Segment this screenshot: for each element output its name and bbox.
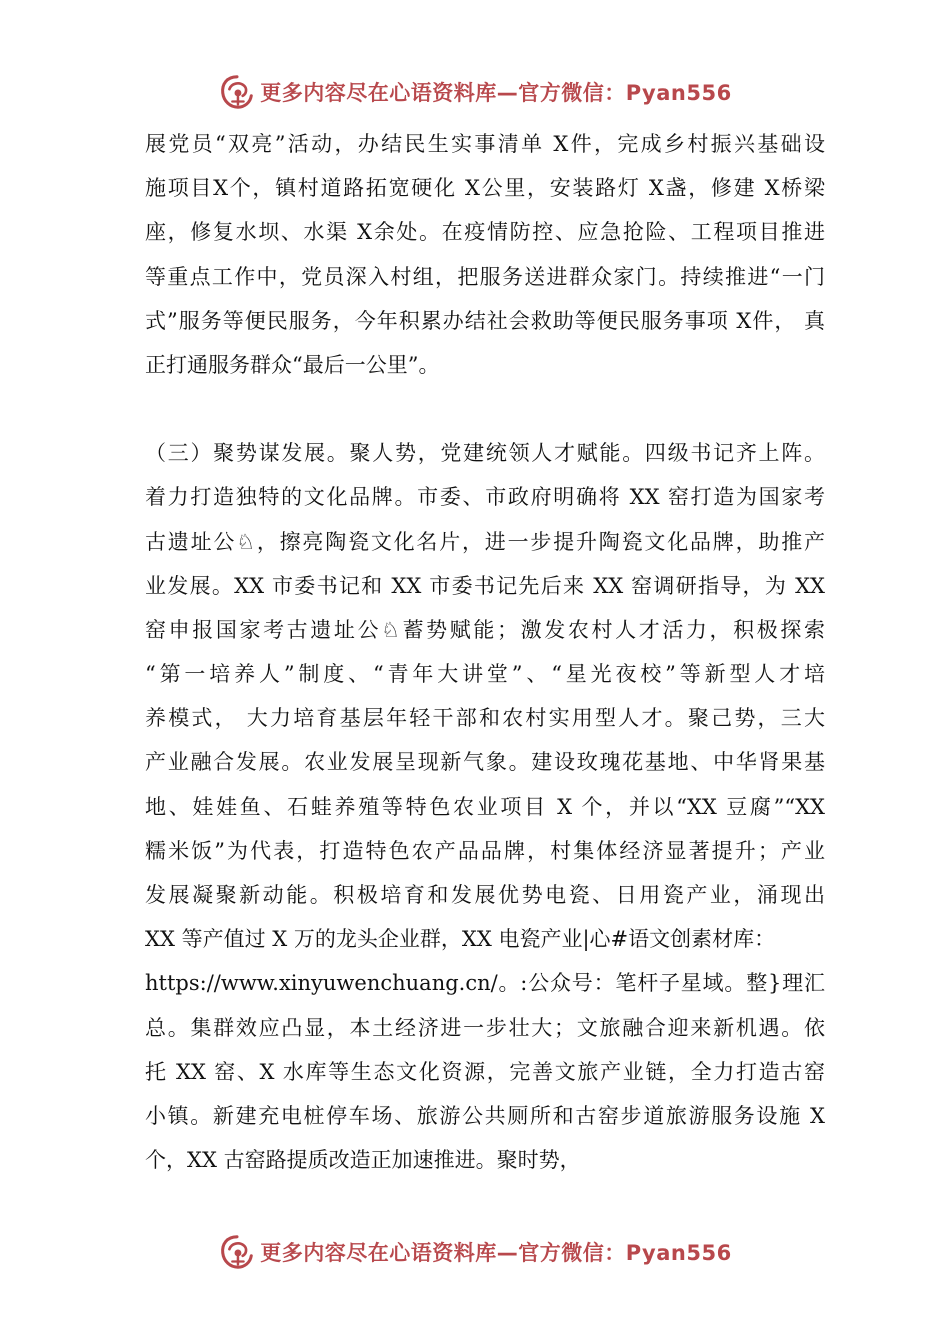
text-line: “第一培养人”制度、“青年大讲堂”、“星光夜校”等新型人才培: [145, 662, 825, 687]
text-line: 着力打造独特的文化品牌。市委、市政府明确将 XX 窑打造为国家考: [145, 485, 825, 510]
text-line: 产业融合发展。农业发展呈现新气象。建设玫瑰花基地、中华肾果基: [145, 750, 825, 775]
text-line: 正打通服务群众“最后一公里”。: [145, 352, 440, 377]
text-line: 展党员“双亮”活动，办结民生实事清单 X件，完成乡村振兴基础设: [145, 132, 825, 156]
text-line: 窑申报国家考古遗址公♘蓄势赋能；激发农村人才活力，积极探索: [145, 617, 825, 642]
text-line: 糯米饭”为代表，打造特色农产品品牌，村集体经济显著提升；产业: [145, 838, 825, 863]
text-line: 个，XX 古窑路提质改造正加速推进。聚时势，: [145, 1148, 581, 1173]
brand-logo-icon: [218, 1233, 256, 1271]
text-line: 业发展。XX 市委书记和 XX 市委书记先后来 XX 窑调研指导，为 XX: [145, 573, 825, 598]
brand-logo-icon: [218, 73, 256, 111]
text-line: 座，修复水坝、水渠 X余处。在疫情防控、应急抢险、工程项目推进: [145, 220, 825, 245]
text-line: 等重点工作中，党员深入村组，把服务送进群众家门。持续推进“一门: [145, 264, 825, 289]
paragraph-gap: [145, 387, 825, 431]
document-body: [145, 122, 825, 1182]
header-banner: [0, 70, 950, 114]
text-line: 小镇。新建充电桩停车场、旅游公共厕所和古窑步道旅游服务设施 X: [145, 1103, 825, 1128]
text-line: 施项目X个，镇村道路拓宽硬化 X公里，安装路灯 X盏，修建 X桥梁: [145, 176, 825, 201]
banner-text: 更多内容尽在心语资料库—官方微信：Pyan556: [260, 1241, 732, 1265]
footer-banner: [0, 1230, 950, 1274]
text-line: XX 等产值过 X 万的龙头企业群，XX 电瓷产业|心#语文创素材库：: [145, 927, 776, 952]
text-line: 地、娃娃鱼、石蛙养殖等特色农业项目 X 个，并以“XX 豆腐”“XX: [145, 794, 825, 819]
text-line: 发展凝聚新动能。积极培育和发展优势电瓷、日用瓷产业，涌现出: [145, 883, 825, 907]
text-line: 托 XX 窑、X 水库等生态文化资源，完善文旅产业链，全力打造古窑: [145, 1059, 825, 1084]
paragraph: [145, 122, 825, 387]
text-line: （三）聚势谋发展。聚人势，党建统领人才赋能。四级书记齐上阵。: [145, 441, 825, 466]
text-line: https://www.xinyuwenchuang.cn/。:公众号：笔杆子星域。整}理汇: [145, 971, 825, 996]
text-line: 养模式， 大力培育基层年轻干部和农村实用型人才。聚己势，三大: [145, 706, 825, 731]
text-line: 式”服务等便民服务，今年积累办结社会救助等便民服务事项 X件， 真: [145, 308, 825, 333]
paragraph: [145, 431, 825, 1182]
text-line: 古遗址公♘，擦亮陶瓷文化名片，进一步提升陶瓷文化品牌，助推产: [145, 529, 825, 554]
text-line: 总。集群效应凸显，本土经济进一步壮大；文旅融合迎来新机遇。依: [145, 1015, 825, 1040]
banner-text: 更多内容尽在心语资料库—官方微信：Pyan556: [260, 81, 732, 105]
